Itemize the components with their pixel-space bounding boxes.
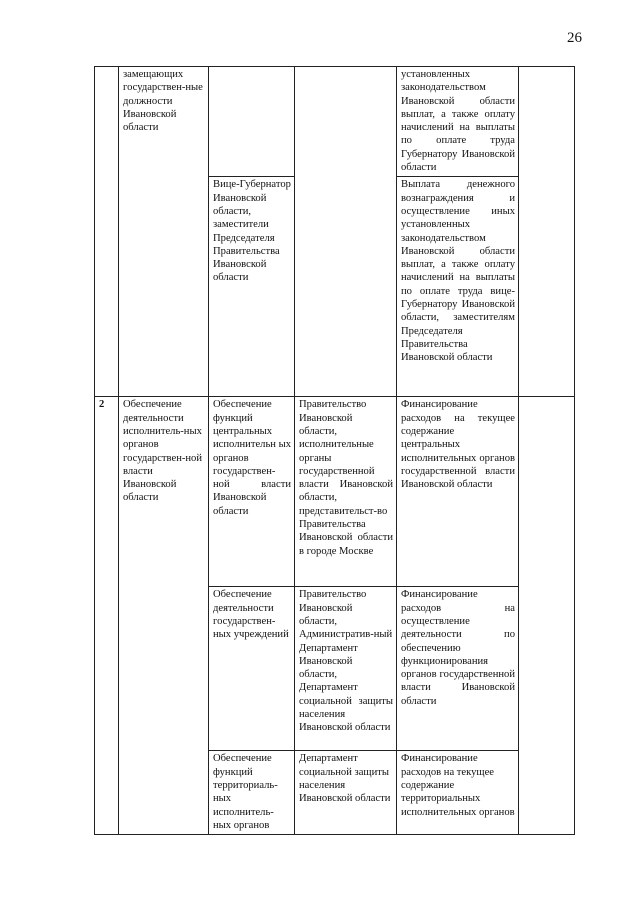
description-cell: установленных законодательством Ивановской области выплат, а также оплату начислений на выплаты по оплате труда Губернатору Ивановской области: [397, 67, 519, 177]
function-cell: Обеспечение деятельности государствен-ных учреждений: [209, 587, 295, 751]
activity-cell: замещающих государствен-ные должности Ивановской области: [119, 67, 209, 397]
responsible-cell: Правительство Ивановской области, исполнительные органы государственной власти Ивановской области, представительст-во Правительства Ивановской области в городе Москве: [295, 397, 397, 587]
function-cell: Обеспечение функций территориаль-ных исполнитель-ных органов: [209, 751, 295, 835]
function-cell: Обеспечение функций центральных исполнительн ых органов государствен-ной власти Ивановской области: [209, 397, 295, 587]
responsible-cell: [295, 67, 397, 397]
extra-cell: [519, 67, 575, 397]
function-cell: [209, 67, 295, 177]
table-row: [95, 397, 575, 587]
responsible-cell: Департамент социальной защиты населения Ивановской области: [295, 751, 397, 835]
table-row: [95, 67, 575, 177]
description-cell: Выплата денежного вознаграждения и осуществление иных установленных законодательством Ивановской области выплат, а также оплату начислений на выплаты по оплате труда вице-Губернатору Ивановской области, заместителям Председателя Правительства Ивановской области: [397, 177, 519, 397]
extra-cell: [519, 397, 575, 835]
num-cell: [95, 67, 119, 397]
responsible-cell: Правительство Ивановской области, Административ-ный Департамент Ивановской области, Департамент социальной защиты населения Ивановской области: [295, 587, 397, 751]
activity-cell: Обеспечение деятельности исполнитель-ных органов государствен-ной власти Ивановской области: [119, 397, 209, 835]
function-cell: Вице-Губернатор Ивановской области, заместители Председателя Правительства Ивановской области: [209, 177, 295, 397]
page-number: 26: [567, 30, 582, 46]
row-number: 2: [95, 397, 119, 835]
description-cell: Финансирование расходов на осуществление деятельности по обеспечению функционирования органов государственной власти Ивановской области: [397, 587, 519, 751]
budget-table: [94, 66, 575, 835]
description-cell: Финансирование расходов на текущее содержание центральных исполнительных органов государственной власти Ивановской области: [397, 397, 519, 587]
description-cell: Финансирование расходов на текущее содержание территориальных исполнительных органов: [397, 751, 519, 835]
